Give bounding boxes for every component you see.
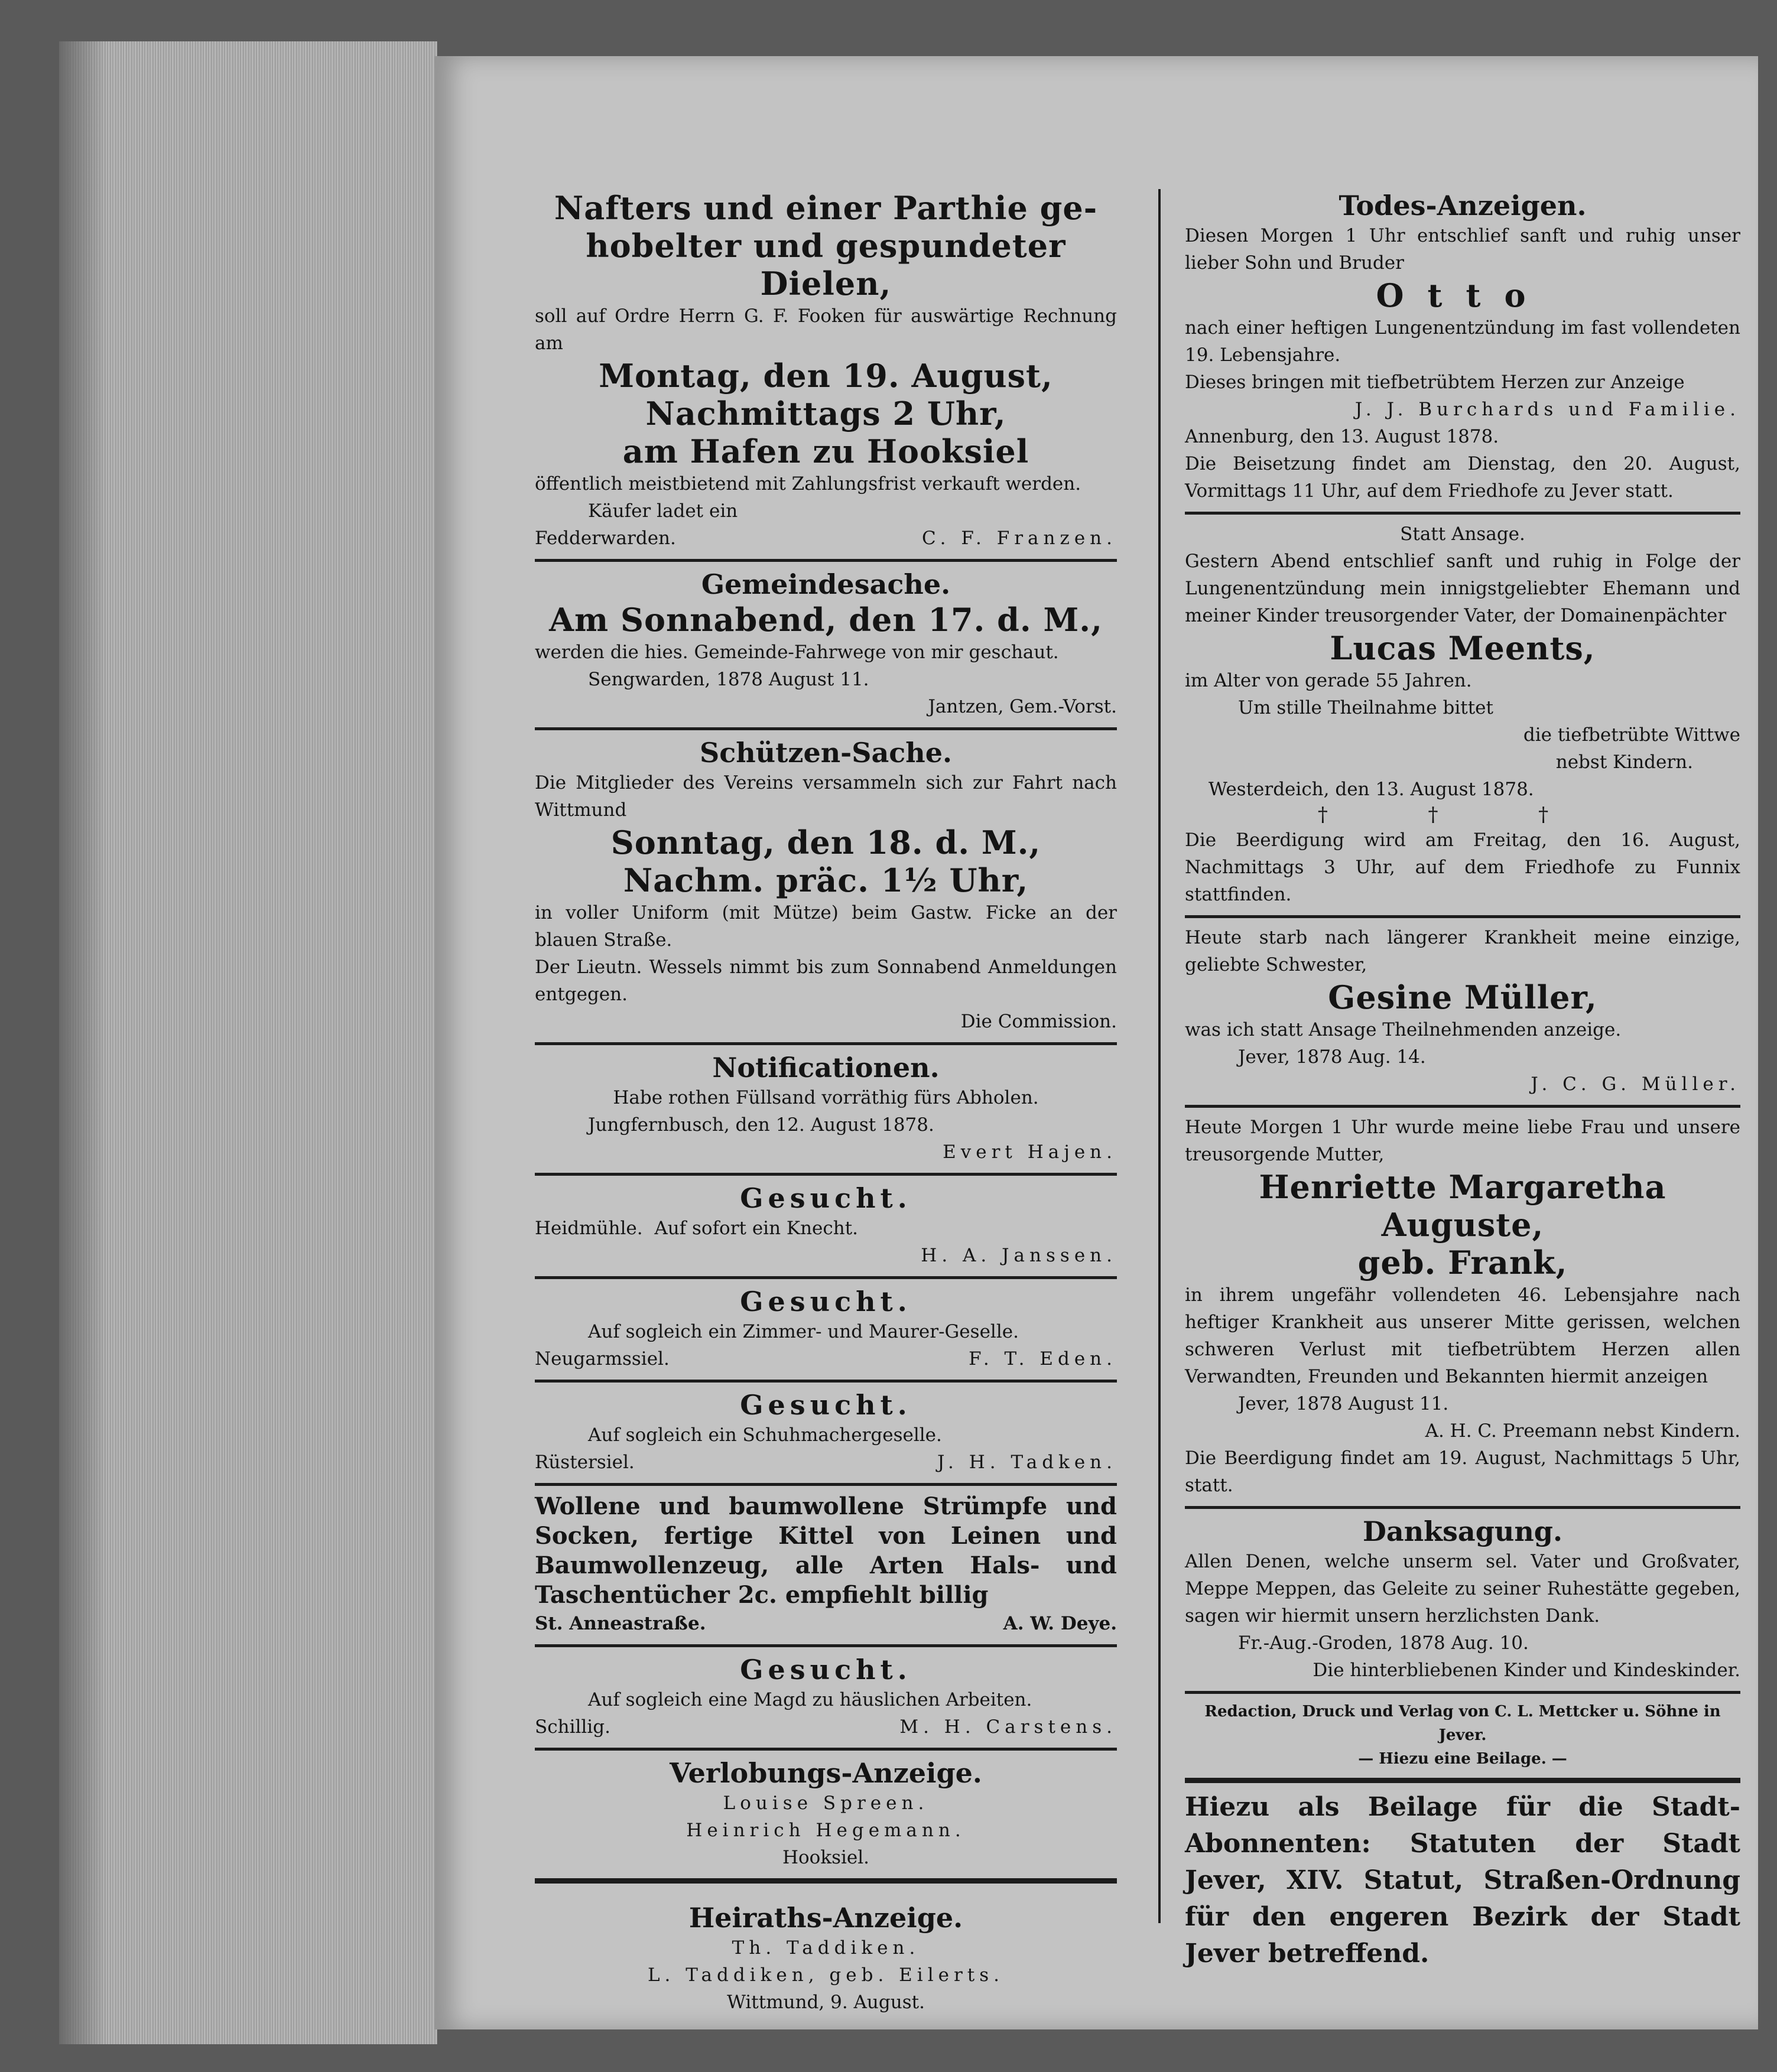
ad-text: Um stille Theilnahme bittet (1238, 697, 1493, 718)
cross-icon: † (1538, 803, 1549, 827)
ad-signer: Die Commission. (960, 1011, 1117, 1032)
supplement-note: — Hiezu eine Beilage. — (1358, 1750, 1567, 1768)
ad-signer: M. H. Carstens. (899, 1716, 1117, 1738)
ad-gesucht-schuhmacher (535, 1383, 1117, 1486)
ad-dateline: Wittmund, 9. August. (727, 1992, 925, 2013)
ad-signer: A. H. C. Preemann nebst Kindern. (1425, 1420, 1740, 1442)
ad-gesucht-geselle (535, 1279, 1117, 1383)
ad-dateline: Annenburg, den 13. August 1878. (1185, 426, 1499, 447)
imprint: Redaction, Druck und Verlag von C. L. Mettcker u. Söhne in Jever. (1204, 1703, 1721, 1744)
ad-auction (535, 183, 1117, 562)
ad-signature-row (535, 1610, 1117, 1637)
ad-gemeindesache (535, 562, 1117, 730)
supplement-notice (1185, 1783, 1740, 1979)
ad-signature-row (535, 1345, 1117, 1372)
ad-signer: J. C. G. Müller. (1531, 1074, 1740, 1095)
ad-name: Louise Spreen. (723, 1793, 929, 1814)
ad-signer: Jantzen, Gem.-Vorst. (928, 696, 1117, 717)
ad-heading: Gesucht. (740, 1286, 912, 1318)
ad-heading: Statt Ansage. (1400, 523, 1525, 545)
ad-signature-row (535, 1449, 1117, 1476)
ad-place-line: Neugarmssiel. (535, 1348, 670, 1370)
imprint-block (1185, 1694, 1740, 1783)
ad-dateline: Fr.-Aug.-Groden, 1878 Aug. 10. (1238, 1632, 1529, 1654)
ad-text: Allen Denen, welche unserm sel. Vater und Großvater, Meppe Meppen, das Geleite zu seiner Ruhestätte gegeben, sagen wir hiermit unsern herzlichsten Dank. (1185, 1551, 1740, 1627)
crosses-row (1268, 803, 1599, 827)
ad-time: Nachmittags 2 Uhr, (645, 395, 1006, 432)
ad-place: am Hafen zu Hooksiel (622, 432, 1029, 470)
ad-text: Gestern Abend entschlief sanft und ruhig in Folge der Lungenentzündung mein innigstgeliebter Ehemann und meiner Kinder treusorgender Vater, der Domainenpächter (1185, 551, 1740, 626)
death-notice-frank (1185, 1108, 1740, 1509)
ad-signer: F. T. Eden. (969, 1348, 1117, 1370)
ad-name: Heinrich Hegemann. (686, 1820, 966, 1841)
ad-street: St. Anneastraße. (535, 1613, 706, 1634)
ad-gesucht-magd (535, 1647, 1117, 1751)
cross-icon: † (1317, 803, 1328, 827)
right-column (1185, 183, 1740, 1979)
ad-heading: Gemeindesache. (701, 568, 951, 600)
ad-heading: Danksagung. (1363, 1515, 1562, 1547)
ad-text: Diesen Morgen 1 Uhr entschlief sanft und ruhig unser lieber Sohn und Bruder (1185, 225, 1740, 274)
ad-place-line: Fedderwarden. (535, 528, 676, 549)
ad-struempfe (535, 1486, 1117, 1647)
ad-dateline: Jever, 1878 Aug. 14. (1238, 1046, 1426, 1068)
ad-text: Der Lieutn. Wessels nimmt bis zum Sonnabend Anmeldungen entgegen. (535, 957, 1117, 1005)
death-notice-mueller (1185, 918, 1740, 1108)
ad-title: Wollene und baumwollene Strümpfe und Socken, fertige Kittel von Leinen und Baumwollenzeug, alle Arten Hals- und Taschentücher 2c. empfiehlt billig (535, 1492, 1117, 1609)
ad-notificationen (535, 1045, 1117, 1176)
cross-icon: † (1428, 803, 1438, 827)
book-page-edges (59, 41, 437, 2044)
ad-text: Habe rothen Füllsand vorräthig fürs Abholen. (613, 1087, 1039, 1108)
ad-heading: Verlobungs-Anzeige. (670, 1757, 982, 1789)
ad-schuetzen (535, 730, 1117, 1045)
ad-text: Käufer ladet ein (588, 500, 738, 522)
ad-text: Auf sogleich eine Magd zu häuslichen Arbeiten. (588, 1689, 1032, 1710)
ad-text: Heute Morgen 1 Uhr wurde meine liebe Frau und unsere treusorgende Mutter, (1185, 1117, 1740, 1165)
ad-title: hobelter und gespundeter Dielen, (586, 227, 1066, 302)
ad-place-line: Hooksiel. (782, 1847, 870, 1868)
ad-name: Otto (1376, 277, 1549, 314)
supplement-text: Hiezu als Beilage für die Stadt-Abonnenten: Statuten der Stadt Jever, XIV. Statut, Straßen-Ordnung für den engeren Bezirk der Stadt Jever betreffend. (1185, 1792, 1740, 1969)
ad-heading: Notificationen. (712, 1052, 940, 1084)
ad-title: Am Sonnabend, den 17. d. M., (549, 601, 1103, 639)
ad-dateline: Sengwarden, 1878 August 11. (588, 669, 869, 690)
ad-verlobung (535, 1751, 1117, 1884)
ad-text: im Alter von gerade 55 Jahren. (1185, 670, 1472, 691)
ad-text: Auf sogleich ein Zimmer- und Maurer-Geselle. (588, 1321, 1019, 1342)
ad-time: Nachm. präc. 1½ Uhr, (623, 861, 1029, 899)
ad-name: Henriette Margaretha Auguste, (1259, 1168, 1666, 1244)
ad-date: Sonntag, den 18. d. M., (610, 824, 1041, 861)
ad-signer: C. F. Franzen. (922, 528, 1117, 549)
ad-text: soll auf Ordre Herrn G. F. Fooken für auswärtige Rechnung am (535, 305, 1117, 354)
ad-signer: die tiefbetrübte Wittwe (1523, 724, 1740, 746)
ad-gesucht-knecht (535, 1176, 1117, 1279)
ad-dateline: Westerdeich, den 13. August 1878. (1209, 779, 1534, 800)
ad-signer: Evert Hajen. (943, 1141, 1117, 1163)
death-notice-otto (1185, 183, 1740, 515)
ad-place-line: Rüstersiel. (535, 1452, 635, 1473)
ad-text: was ich statt Ansage Theilnehmenden anzeige. (1185, 1019, 1622, 1040)
book-edge-shadow (59, 41, 106, 2044)
ad-heading: Gesucht. (740, 1182, 912, 1214)
ad-name: L. Taddiken, geb. Eilerts. (647, 1964, 1005, 1986)
ad-text: Die Beerdigung wird am Freitag, den 16. August, Nachmittags 3 Uhr, auf dem Friedhofe zu Funnix stattfinden. (1185, 830, 1740, 905)
ad-signature-row (535, 1713, 1117, 1741)
ad-text: Die Beerdigung findet am 19. August, Nachmittags 5 Uhr, statt. (1185, 1448, 1740, 1496)
ad-signer: Die hinterbliebenen Kinder und Kindeskinder. (1313, 1660, 1740, 1681)
ad-name: Th. Taddiken. (732, 1937, 920, 1959)
ad-name: Lucas Meents, (1330, 629, 1596, 667)
ad-date: Montag, den 19. August, (599, 357, 1053, 395)
ad-heading: Heiraths-Anzeige. (688, 1902, 963, 1934)
thanks-notice (1185, 1509, 1740, 1694)
ad-name: Gesine Müller, (1328, 978, 1597, 1016)
ad-text: öffentlich meistbietend mit Zahlungsfrist verkauft werden. (535, 473, 1081, 495)
ad-text: werden die hies. Gemeinde-Fahrwege von mir geschaut. (535, 642, 1059, 663)
ad-text: Die Beisetzung findet am Dienstag, den 20. August, Vormittags 11 Uhr, auf dem Friedhofe zu Jever statt. (1185, 453, 1740, 502)
ad-text (535, 1215, 1117, 1242)
death-notice-meents (1185, 515, 1740, 918)
newspaper-page (434, 56, 1758, 2029)
ad-place-line: Schillig. (535, 1716, 610, 1738)
ad-text: in voller Uniform (mit Mütze) beim Gastw. Ficke an der blauen Straße. (535, 902, 1117, 951)
ad-signer: H. A. Janssen. (921, 1245, 1117, 1266)
ad-signer: nebst Kindern. (1555, 752, 1693, 773)
ad-text: Auf sogleich ein Schuhmachergeselle. (588, 1424, 942, 1446)
ad-place-line: Heidmühle. (535, 1218, 643, 1239)
ad-dateline: Jever, 1878 August 11. (1238, 1393, 1449, 1414)
ad-text: Dieses bringen mit tiefbetrübtem Herzen zur Anzeige (1185, 372, 1685, 393)
ad-signer: J. J. Burchards und Familie. (1354, 399, 1740, 420)
ad-dateline: Jungfernbusch, den 12. August 1878. (588, 1114, 934, 1136)
ad-text: Heute starb nach längerer Krankheit meine einzige, geliebte Schwester, (1185, 927, 1740, 975)
ad-text: Die Mitglieder des Vereins versammeln sich zur Fahrt nach Wittmund (535, 772, 1117, 821)
ad-heading: Gesucht. (740, 1654, 912, 1686)
ad-heading: Todes-Anzeigen. (1339, 190, 1587, 222)
ad-signer: J. H. Tadken. (937, 1452, 1117, 1473)
ad-title: Nafters und einer Parthie ge- (554, 189, 1098, 227)
ad-text-body: Auf sofort ein Knecht. (654, 1218, 859, 1239)
ad-heading: Gesucht. (740, 1389, 912, 1421)
ad-heirath (535, 1884, 1117, 2023)
ad-text: in ihrem ungefähr vollendeten 46. Lebensjahre nach heftiger Krankheit aus unserer Mitte gerissen, welchen schweren Verlust mit tiefbetrübtem Herzen allen Verwandten, Freunden und Bekannten hiermit anzeigen (1185, 1284, 1740, 1387)
ad-signer: A. W. Deye. (1003, 1613, 1117, 1634)
ad-name: geb. Frank, (1357, 1244, 1568, 1281)
ad-heading: Schützen-Sache. (699, 737, 953, 769)
ad-text: nach einer heftigen Lungenentzündung im fast vollendeten 19. Lebensjahre. (1185, 317, 1740, 366)
ad-signature-row (535, 525, 1117, 552)
